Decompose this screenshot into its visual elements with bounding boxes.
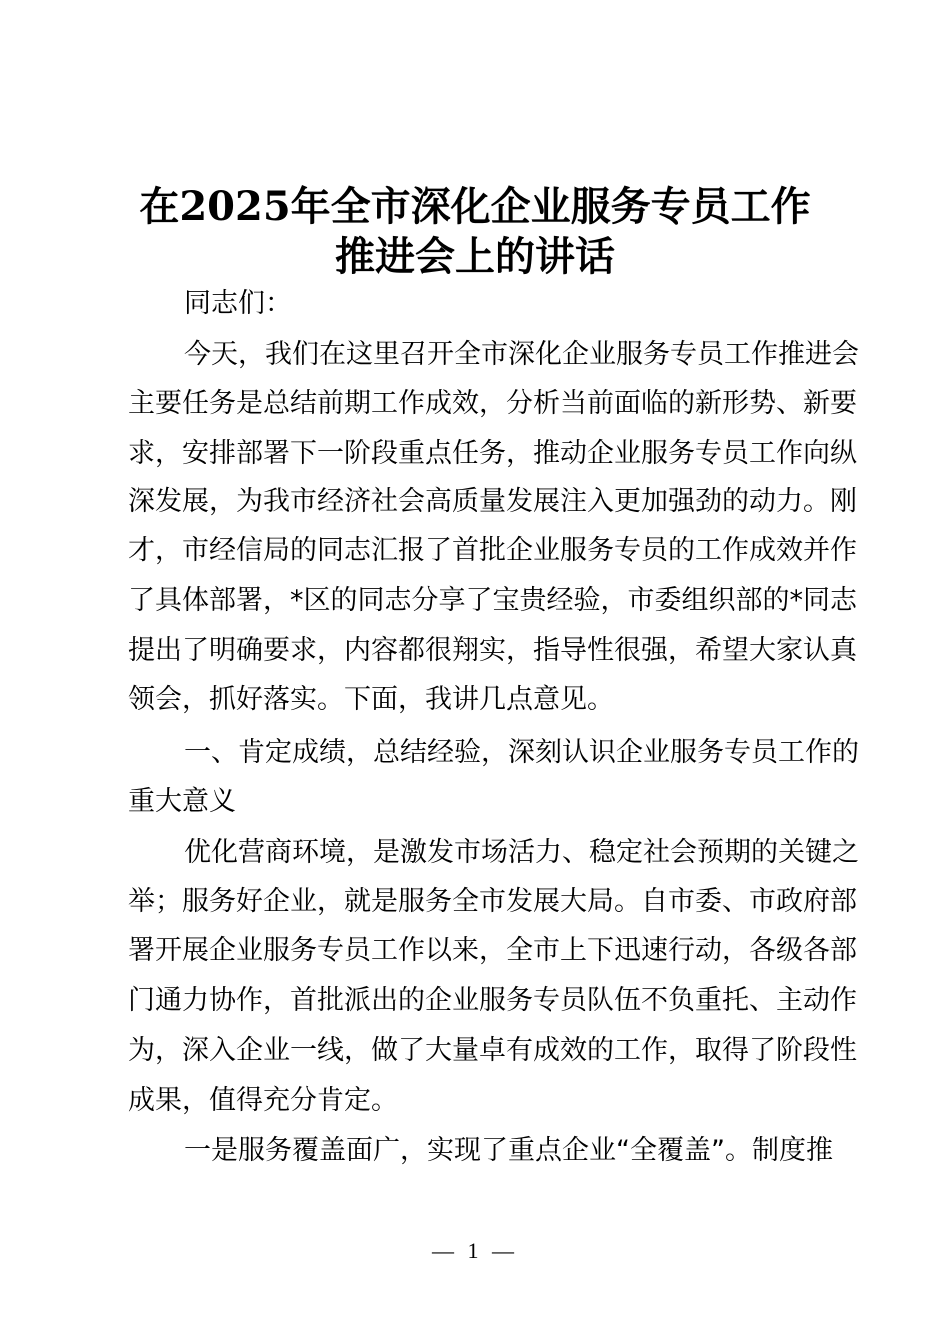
- text-line: 优化营商环境，是激发市场活力、稳定社会预期的关键之: [184, 837, 859, 868]
- text-line: 门通力协作，首批派出的企业服务专员队伍不负重托、主动作: [128, 985, 857, 1016]
- text-line: 今天，我们在这里召开全市深化企业服务专员工作推进会: [184, 339, 859, 370]
- title-line-1: 在2025年全市深化企业服务专员工作: [139, 183, 811, 230]
- heading-line: 一、肯定成绩，总结经验，深刻认识企业服务专员工作的: [184, 737, 859, 768]
- text-line: 提出了明确要求，内容都很翔实，指导性很强，希望大家认真: [128, 635, 857, 666]
- text-line: 举；服务好企业，就是服务全市发展大局。自市委、市政府部: [128, 886, 857, 917]
- text-line: 一是服务覆盖面广，实现了重点企业“全覆盖”。制度推: [184, 1135, 833, 1166]
- text-line: 才，市经信局的同志汇报了首批企业服务专员的工作成效并作: [128, 535, 857, 566]
- text-line: 为，深入企业一线，做了大量卓有成效的工作，取得了阶段性: [128, 1035, 857, 1066]
- heading-line: 重大意义: [128, 786, 236, 817]
- text-line: 署开展企业服务专员工作以来，全市上下迅速行动，各级各部: [128, 935, 857, 966]
- page-number: — 1 —: [432, 1238, 518, 1263]
- text-line: 领会，抓好落实。下面，我讲几点意见。: [128, 684, 614, 715]
- title-line-2: 推进会上的讲话: [335, 233, 615, 280]
- text-line: 求，安排部署下一阶段重点任务，推动企业服务专员工作向纵: [128, 438, 857, 469]
- salutation: 同志们：: [184, 288, 292, 319]
- text-line: 主要任务是总结前期工作成效，分析当前面临的新形势、新要: [128, 388, 857, 419]
- text-line: 了具体部署，*区的同志分享了宝贵经验，市委组织部的*同志: [128, 585, 857, 616]
- text-line: 深发展，为我市经济社会高质量发展注入更加强劲的动力。刚: [128, 486, 857, 517]
- text-line: 成果，值得充分肯定。: [128, 1085, 398, 1116]
